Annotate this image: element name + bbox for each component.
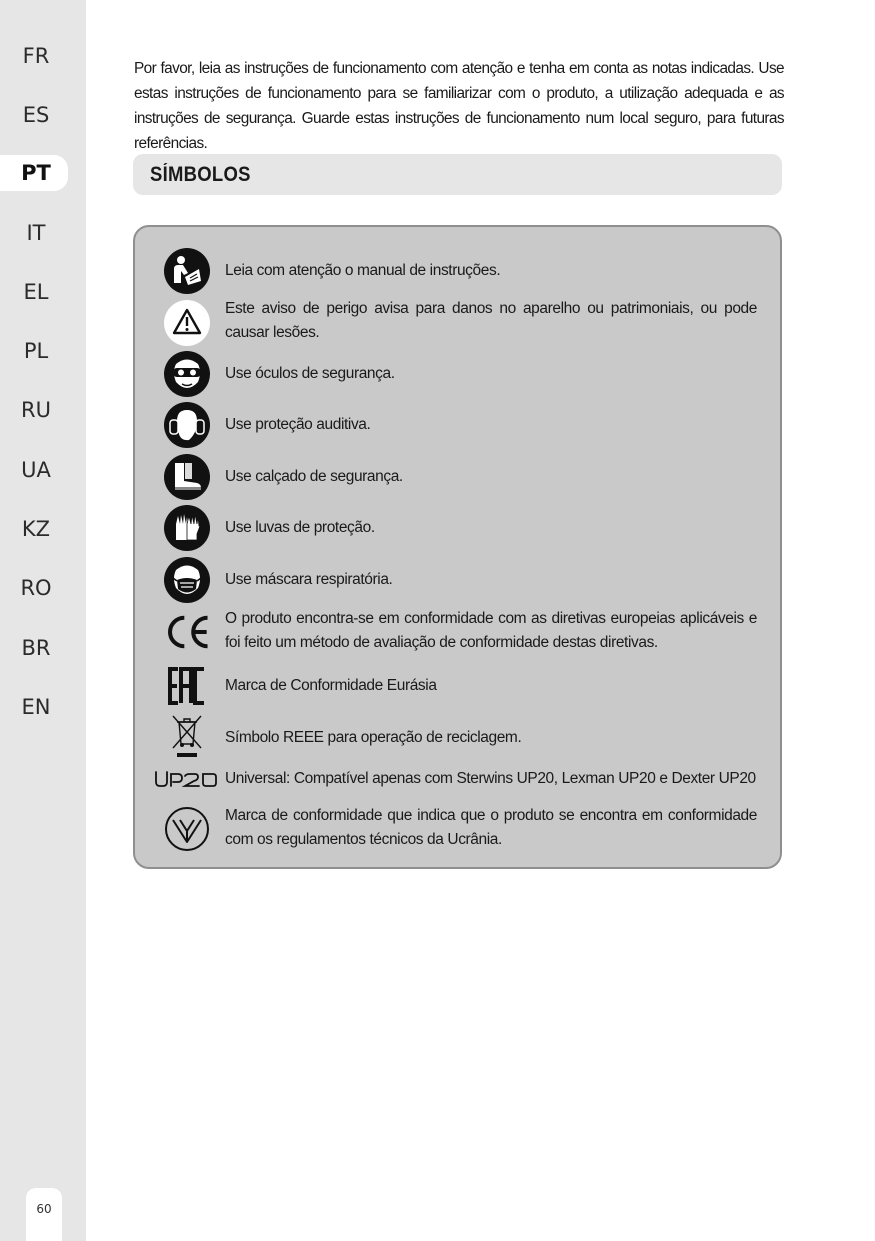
section-header [133, 154, 782, 195]
symbol-description: Use calçado de segurança. [225, 468, 403, 485]
symbol-description: O produto encontra-se em conformidade com as diretivas europeias aplicáveis e foi feito um método de avaliação de conformidade destas diretivas. [225, 610, 757, 651]
language-sidebar [0, 0, 86, 1241]
page-number: 60 [26, 1188, 62, 1241]
lang-tab-ro[interactable]: RO [20, 576, 52, 600]
gloves-icon [162, 503, 212, 553]
lang-tab-fr[interactable]: FR [22, 44, 50, 68]
lang-tab-ru[interactable]: RU [21, 398, 51, 422]
lang-tab-es[interactable]: ES [22, 103, 50, 127]
safety-boots-icon [162, 452, 212, 502]
up20-logo-icon [153, 765, 219, 793]
symbol-description: Marca de Conformidade Eurásia [225, 677, 437, 694]
ukrca-mark-icon [162, 804, 212, 854]
symbol-description: Use luvas de proteção. [225, 519, 375, 536]
ear-protection-icon [162, 400, 212, 450]
symbol-description: Símbolo REEE para operação de reciclagem. [225, 729, 522, 746]
symbol-description: Use óculos de segurança. [225, 365, 395, 382]
lang-tab-it[interactable]: IT [26, 221, 46, 245]
symbols-panel [133, 225, 782, 869]
lang-tab-br[interactable]: BR [21, 636, 51, 660]
read-manual-icon [162, 246, 212, 296]
warning-triangle-icon [162, 298, 212, 348]
symbol-description: Este aviso de perigo avisa para danos no aparelho ou patrimoniais, ou pode causar lesões. [225, 300, 757, 341]
symbol-description: Use máscara respiratória. [225, 571, 393, 588]
lang-tab-en[interactable]: EN [21, 695, 51, 719]
safety-goggles-icon [162, 349, 212, 399]
symbol-description: Leia com atenção o manual de instruções. [225, 262, 501, 279]
intro-paragraph: Por favor, leia as instruções de funcionamento com atenção e tenha em conta as notas indicadas. Use estas instruções de funcionamento para se familiarizar com o produto, a utilização adequada e as instruções de segurança. Guarde estas instruções de funcionamento num local seguro, para futuras referências. [134, 60, 784, 152]
symbol-description: Universal: Compatível apenas com Sterwins UP20, Lexman UP20 e Dexter UP20 [225, 770, 756, 787]
ce-mark-icon [162, 607, 212, 657]
lang-tab-ua[interactable]: UA [21, 458, 51, 482]
section-title: SÍMBOLOS [150, 162, 251, 186]
lang-tab-kz[interactable]: KZ [21, 517, 51, 541]
weee-bin-icon [162, 712, 212, 762]
lang-tab-pl[interactable]: PL [23, 339, 49, 363]
respirator-mask-icon [162, 555, 212, 605]
lang-tab-el[interactable]: EL [23, 280, 49, 304]
symbol-description: Use proteção auditiva. [225, 416, 371, 433]
eac-mark-icon [162, 661, 212, 711]
lang-tab-pt[interactable]: PT [0, 155, 68, 191]
symbol-description: Marca de conformidade que indica que o produto se encontra em conformidade com os regulamentos técnicos da Ucrânia. [225, 807, 757, 848]
